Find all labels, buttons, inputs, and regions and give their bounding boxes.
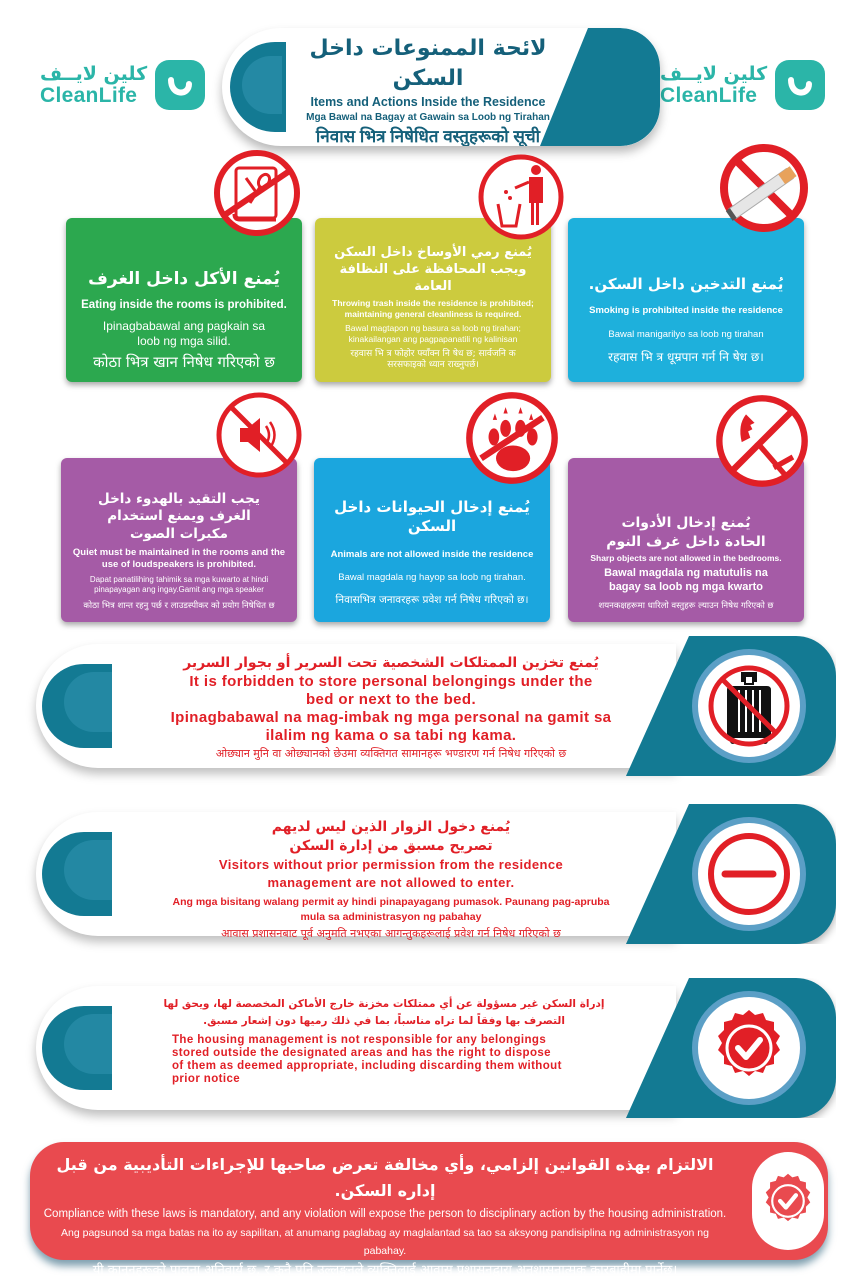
rule-text-ar: يُمنع التدخين داخل السكن.: [588, 275, 784, 294]
cleanlife-mark-icon: [155, 60, 205, 110]
rule-text-ar: يُمنع الأكل داخل الغرف: [88, 269, 280, 290]
notice-text-tl: Ang mga bisitang walang permit ay hindi pinapayagang pumasok. Paunang pag-apruba mula sa administrasyon ng pabahay: [172, 896, 610, 923]
notice-icon-badge: [692, 649, 806, 763]
rule-text-en: Quiet must be maintained in the rooms and the use of loudspeakers is prohibited.: [72, 547, 286, 571]
notice-text-en: Visitors without prior permission from the residence management are not allowed to enter.: [218, 857, 564, 890]
rule-text-ar: يُمنع رمي الأوساخ داخل السكن ويجب المحافظة على النظافة العامة: [334, 245, 532, 295]
page-title-en: Items and Actions Inside the Residence: [310, 95, 546, 109]
footer-text-tl: Ang pagsunod sa mga batas na ito ay sapilitan, at anumang paglabag ay maglalantad sa tao sa aksyong pandisiplina ng administrasyon ng pabahay.: [61, 1227, 709, 1257]
no-smoking-icon: [712, 143, 812, 243]
rule-card-quiet: [61, 458, 297, 622]
no-sharp-objects-icon: [714, 393, 810, 489]
footer-text-ne: यी कानूनहरूको पालना अनिवार्य छ, र कुनै पनि उल्लङ्घनले व्यक्तिलाई आवास प्रशासनद्वारा अनुशासनात्मक कारबाहीमा पार्नेछ।: [92, 1263, 678, 1278]
no-littering-icon: [476, 152, 566, 242]
compliance-badge: [752, 1152, 824, 1250]
approval-badge-icon: [703, 1002, 795, 1094]
notice-text-en: The housing management is not responsible for any belongings stored outside the designated areas and has the right to dispose of them as deemed appropriate, including discarding them without prior notice: [172, 1034, 562, 1085]
rule-text-en: Eating inside the rooms is prohibited.: [81, 299, 287, 312]
rule-text-ne: निवासभित्र जनावरहरू प्रवेश गर्न निषेध गरिएको छ।: [335, 594, 529, 607]
notice-icon-badge: [692, 991, 806, 1105]
notice-text-ne: आवास प्रशासनबाट पूर्व अनुमति नभएका आगन्तुकहरूलाई प्रवेश गर्न निषेध गरिएको छ: [221, 927, 561, 940]
notice-text-ar: يُمنع تخزين الممتلكات الشخصية تحت السرير أو بجوار السرير: [183, 655, 599, 671]
page-title-ar: لائحة الممنوعات داخل السكن: [309, 36, 547, 91]
rule-card-no-littering: [315, 218, 551, 382]
footer-text-en: Compliance with these laws is mandatory, and any violation will expose the person to disciplinary action by the housing administration.: [43, 1208, 727, 1220]
rule-text-tl: Bawal magdala ng hayop sa loob ng tirahan.: [338, 572, 526, 584]
rule-text-tl: Dapat panatilihing tahimik sa mga kuwarto at hindi pinapayagan ang ingay.Gamit ang mga speaker: [89, 574, 269, 594]
rule-text-ne: रहवास भि त्र फोहोर फ्याँक्न नि षेध छ; सार्वजनि क सरसफाइको ध्यान राख्नुपर्छ।: [350, 348, 516, 371]
rule-text-ne: कोठा भित्र खान निषेध गरिएको छ: [93, 352, 275, 371]
no-entry-icon: [703, 828, 795, 920]
rule-card-no-eating: [66, 218, 302, 382]
cleanlife-mark-icon: [775, 60, 825, 110]
notice-icon-badge: [692, 817, 806, 931]
no-eating-icon: [212, 148, 302, 238]
rule-text-tl: Bawal magtapon ng basura sa loob ng tirahan; kinakailangan ang pagpapanatili ng kalinisan: [345, 323, 521, 344]
notice-management-responsibility: [36, 978, 836, 1118]
rule-text-ne: शयनकक्षहरूमा धारिलो वस्तुहरू ल्याउन निषेध गरिएको छ: [598, 600, 774, 611]
logo-name-en: CleanLife: [660, 83, 758, 107]
rule-text-ar: يُمنع إدخال الحيوانات داخل السكن: [334, 497, 530, 536]
page-title-tl: Mga Bawal na Bagay at Gawain sa Loob ng Tirahan: [306, 112, 550, 123]
compliance-badge-icon: [755, 1168, 821, 1234]
no-loudspeaker-icon: [214, 390, 304, 480]
cleanlife-logo-left: [40, 55, 210, 115]
rule-text-ne: कोठा भित्र शान्त रहनु पर्छ र लाउडस्पीकर को प्रयोग निषेधित छ: [83, 600, 275, 611]
footer-text-ar: الالتزام بهذه القوانين إلزامي، وأي مخالفة تعرض صاحبها للإجراءات التأديبية من قبل إداره السكن.: [56, 1155, 714, 1200]
logo-name-ar: كلين لايــف: [40, 62, 148, 85]
rule-text-ar: يجب التقيد بالهدوء داخل الغرف ويمنع استخدام مكبرات الصوت: [98, 490, 260, 542]
notice-text-en: It is forbidden to store personal belongings under the bed or next to the bed.: [189, 673, 593, 708]
notice-text-ne: ओछ्यान मुनि वा ओछ्यानको छेउमा व्यक्तिगत सामानहरू भण्डारण गर्न निषेध गरिएको छ: [215, 747, 567, 760]
rule-text-en: Smoking is prohibited inside the residence: [589, 304, 783, 316]
rule-text-ar: يُمنع إدخال الأدوات الحادة داخل غرف النوم: [606, 515, 766, 550]
rule-text-en: Animals are not allowed inside the residence: [330, 548, 534, 560]
rule-text-tl: Bawal manigarilyo sa loob ng tirahan: [608, 328, 764, 340]
rule-text-en: Sharp objects are not allowed in the bedrooms.: [590, 552, 782, 563]
rule-text-tl: Bawal magdala ng matutulis na bagay sa loob ng mga kwarto: [604, 567, 768, 594]
rule-text-tl: Ipinagbabawal ang pagkain sa loob ng mga silid.: [102, 318, 266, 348]
logo-name-ar: كلين لايــف: [660, 62, 768, 85]
title-banner: [222, 28, 660, 146]
notice-no-storage-under-bed: [36, 636, 836, 776]
notice-text-ar: إدراة السكن غير مسؤولة عن أي ممتلكات مخزنة خارج الأماكن المخصصة لها، ويحق لها التصرف بها وفقاً لما تراه مناسباً، بما في ذلك رميها دون إشعار مسبق.: [163, 998, 605, 1027]
rule-text-ne: रहवास भि त्र धूम्रपान गर्न नि षेध छ।: [608, 350, 764, 365]
logo-name-en: CleanLife: [40, 83, 138, 107]
no-animals-icon: [464, 390, 560, 486]
no-luggage-icon: [703, 660, 795, 752]
notice-text-ar: يُمنع دخول الزوار الذين ليس لديهم تصريح مسبق من إدارة السكن: [271, 819, 511, 854]
notice-visitors-permission: [36, 804, 836, 944]
compliance-footer: [30, 1142, 828, 1278]
rule-text-en: Throwing trash inside the residence is prohibited; maintaining general cleanliness is required.: [332, 298, 534, 319]
cleanlife-logo-right: [660, 55, 830, 115]
notice-text-tl: Ipinagbabawal na mag-imbak ng mga personal na gamit sa ilalim ng kama o sa tabi ng kama.: [170, 709, 612, 744]
page-title-ne: निवास भित्र निषेधित वस्तुहरूको सूची: [315, 127, 541, 146]
